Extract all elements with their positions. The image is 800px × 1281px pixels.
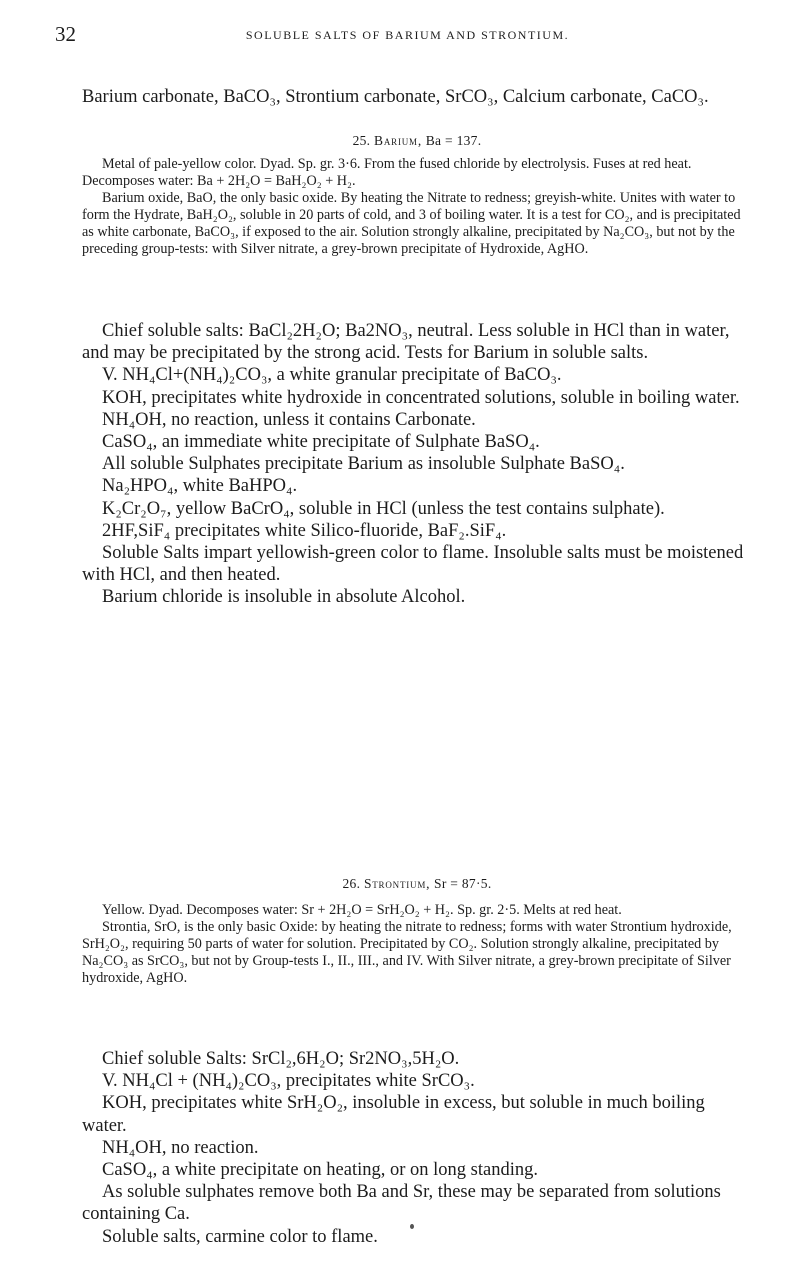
barium-salts-line: K₂Cr₂O₇, yellow BaCrO₄, soluble in HCl (unless the test contains sulphate). [102, 498, 665, 519]
strontium-heading-formula: Sr = 87·5. [434, 876, 492, 891]
barium-salts-line: Na₂HPO₄, white BaHPO₄. [102, 476, 298, 497]
strontium-salts-line: KOH, precipitates white SrH₂O₂, insoluble in excess, but soluble in much boiling water. [82, 1093, 705, 1136]
barium-heading-number: 25. [352, 133, 371, 148]
strontium-salts-line: As soluble sulphates remove both Ba and Sr, these may be separated from solutions containing Ca. [82, 1182, 721, 1225]
barium-description-paragraph: Barium oxide, BaO, the only basic oxide. By heating the Nitrate to redness; greyish-white. Unites with water to form the Hydrate, BaH₂O₂, soluble in 20 parts of cold, and 3 of boiling water. It is a test for CO₂, and is precipitated as white carbonate, BaCO₃, if exposed to the air. Solution strongly alkaline, precipitated by Na₂CO₃, but not by the preceding group-tests: with Silver nitrate, a grey-brown precipitate of Hydroxide, AgHO. [82, 190, 741, 257]
strontium-heading [82, 876, 752, 892]
barium-salts-tests [82, 320, 752, 609]
barium-salts-line: Barium chloride is insoluble in absolute Alcohol. [102, 587, 466, 608]
barium-heading-formula: Ba = 137. [425, 133, 482, 148]
barium-salts-line: CaSO₄, an immediate white precipitate of Sulphate BaSO₄. [102, 432, 540, 453]
strontium-heading-name: Strontium, [363, 876, 431, 891]
strontium-description-paragraph: Yellow. Dyad. Decomposes water: Sr + 2H₂O = SrH₂O₂ + H₂. Sp. gr. 2·5. Melts at red heat. [102, 902, 622, 918]
strontium-salts-line: Soluble salts, carmine color to flame. [102, 1226, 378, 1247]
ink-dot-mark [410, 1224, 414, 1229]
page-header [55, 22, 760, 46]
carbonates-intro [82, 86, 752, 108]
barium-salts-line: Soluble Salts impart yellowish-green color to flame. Insoluble salts must be moistened with HCl, and then heated. [82, 543, 744, 586]
barium-salts-line: All soluble Sulphates precipitate Barium as insoluble Sulphate BaSO₄. [102, 454, 625, 475]
page-number: 32 [55, 22, 76, 46]
running-title: SOLUBLE SALTS OF BARIUM AND STRONTIUM. [245, 28, 570, 42]
barium-description-paragraph: Metal of pale-yellow color. Dyad. Sp. gr. 3·6. From the fused chloride by electrolysis. Fuses at red heat. Decomposes water: Ba + 2H₂O = BaH₂O₂ + H₂. [82, 156, 692, 189]
strontium-salts-line: Chief soluble Salts: SrCl₂,6H₂O; Sr2NO₃,5H₂O. [102, 1049, 460, 1069]
strontium-heading-number: 26. [342, 876, 361, 891]
strontium-salts-line: V. NH₄Cl + (NH₄)₂CO₃, precipitates white SrCO₃. [102, 1071, 475, 1092]
strontium-description-paragraph: Strontia, SrO, is the only basic Oxide: by heating the nitrate to redness; forms with water Strontium hydroxide, SrH₂O₂, requiring 50 parts of water for solution. Precipitated by CO₂. Solution strongly alkaline, precipitated by Na₂CO₃ as SrCO₃, but not by Group-tests I., II., III., and IV. With Silver nitrate, a grey-brown precipitate of Silver hydroxide, AgHO. [82, 919, 732, 986]
barium-salts-line: Chief soluble salts: BaCl₂2H₂O; Ba2NO₃, neutral. Less soluble in HCl than in water, and may be precipitated by the strong acid. Tests for Barium in soluble salts. [82, 321, 730, 364]
barium-salts-line: V. NH₄Cl+(NH₄)₂CO₃, a white granular precipitate of BaCO₃. [102, 365, 562, 386]
barium-salts-line: KOH, precipitates white hydroxide in concentrated solutions, soluble in boiling water. [102, 387, 740, 408]
barium-salts-line: 2HF,SiF₄ precipitates white Silico-fluoride, BaF₂.SiF₄. [102, 520, 507, 541]
barium-heading [82, 133, 752, 149]
barium-heading-name: Barium, [374, 133, 423, 148]
barium-description [82, 156, 752, 258]
strontium-salts-line: NH₄OH, no reaction. [102, 1137, 259, 1158]
strontium-description [82, 902, 752, 987]
strontium-salts-line: CaSO₄, a white precipitate on heating, or on long standing. [102, 1160, 538, 1181]
strontium-salts-tests [82, 1048, 752, 1248]
intro-paragraph: Barium carbonate, BaCO₃, Strontium carbonate, SrCO₃, Calcium carbonate, CaCO₃. [82, 87, 709, 107]
barium-salts-line: NH₄OH, no reaction, unless it contains Carbonate. [102, 409, 476, 430]
